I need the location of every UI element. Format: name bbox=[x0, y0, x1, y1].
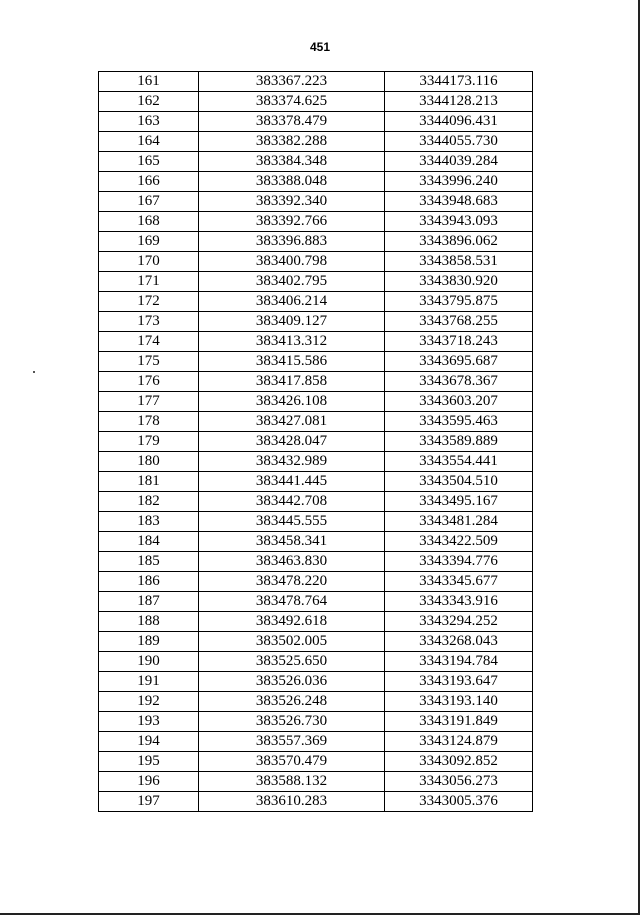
table-row bbox=[99, 772, 533, 792]
table-row bbox=[99, 412, 533, 432]
table-row bbox=[99, 172, 533, 192]
point-number-cell: 180 bbox=[99, 452, 199, 472]
y-coordinate-cell: 3343422.509 bbox=[385, 532, 533, 552]
point-number-cell: 186 bbox=[99, 572, 199, 592]
y-coordinate-cell: 3343554.441 bbox=[385, 452, 533, 472]
x-coordinate-cell: 383392.766 bbox=[199, 212, 385, 232]
x-coordinate-cell: 383413.312 bbox=[199, 332, 385, 352]
point-number-cell: 187 bbox=[99, 592, 199, 612]
table-row bbox=[99, 592, 533, 612]
table-row bbox=[99, 752, 533, 772]
y-coordinate-cell: 3343191.849 bbox=[385, 712, 533, 732]
y-coordinate-cell: 3344128.213 bbox=[385, 92, 533, 112]
table-row bbox=[99, 452, 533, 472]
y-coordinate-cell: 3343943.093 bbox=[385, 212, 533, 232]
y-coordinate-cell: 3343768.255 bbox=[385, 312, 533, 332]
y-coordinate-cell: 3344173.116 bbox=[385, 72, 533, 92]
y-coordinate-cell: 3343268.043 bbox=[385, 632, 533, 652]
x-coordinate-cell: 383409.127 bbox=[199, 312, 385, 332]
table-row bbox=[99, 472, 533, 492]
y-coordinate-cell: 3343896.062 bbox=[385, 232, 533, 252]
point-number-cell: 190 bbox=[99, 652, 199, 672]
y-coordinate-cell: 3343718.243 bbox=[385, 332, 533, 352]
point-number-cell: 174 bbox=[99, 332, 199, 352]
x-coordinate-cell: 383458.341 bbox=[199, 532, 385, 552]
y-coordinate-cell: 3343481.284 bbox=[385, 512, 533, 532]
point-number-cell: 168 bbox=[99, 212, 199, 232]
table-row bbox=[99, 552, 533, 572]
point-number-cell: 181 bbox=[99, 472, 199, 492]
x-coordinate-cell: 383400.798 bbox=[199, 252, 385, 272]
point-number-cell: 170 bbox=[99, 252, 199, 272]
x-coordinate-cell: 383374.625 bbox=[199, 92, 385, 112]
point-number-cell: 169 bbox=[99, 232, 199, 252]
table-row bbox=[99, 232, 533, 252]
x-coordinate-cell: 383378.479 bbox=[199, 112, 385, 132]
table-row bbox=[99, 632, 533, 652]
y-coordinate-cell: 3343092.852 bbox=[385, 752, 533, 772]
point-number-cell: 175 bbox=[99, 352, 199, 372]
y-coordinate-cell: 3343056.273 bbox=[385, 772, 533, 792]
table-row bbox=[99, 792, 533, 812]
table-row bbox=[99, 132, 533, 152]
table-row bbox=[99, 92, 533, 112]
table-row bbox=[99, 712, 533, 732]
x-coordinate-cell: 383445.555 bbox=[199, 512, 385, 532]
point-number-cell: 179 bbox=[99, 432, 199, 452]
point-number-cell: 172 bbox=[99, 292, 199, 312]
x-coordinate-cell: 383557.369 bbox=[199, 732, 385, 752]
x-coordinate-cell: 383525.650 bbox=[199, 652, 385, 672]
point-number-cell: 166 bbox=[99, 172, 199, 192]
x-coordinate-cell: 383502.005 bbox=[199, 632, 385, 652]
point-number-cell: 195 bbox=[99, 752, 199, 772]
table-row bbox=[99, 532, 533, 552]
coordinates-table bbox=[98, 71, 533, 812]
table-row bbox=[99, 272, 533, 292]
coordinates-table-body bbox=[99, 72, 533, 812]
table-row bbox=[99, 432, 533, 452]
point-number-cell: 167 bbox=[99, 192, 199, 212]
scan-speck bbox=[33, 371, 35, 373]
x-coordinate-cell: 383415.586 bbox=[199, 352, 385, 372]
x-coordinate-cell: 383382.288 bbox=[199, 132, 385, 152]
x-coordinate-cell: 383478.220 bbox=[199, 572, 385, 592]
y-coordinate-cell: 3344096.431 bbox=[385, 112, 533, 132]
x-coordinate-cell: 383492.618 bbox=[199, 612, 385, 632]
table-row bbox=[99, 112, 533, 132]
y-coordinate-cell: 3343695.687 bbox=[385, 352, 533, 372]
x-coordinate-cell: 383526.248 bbox=[199, 692, 385, 712]
y-coordinate-cell: 3343495.167 bbox=[385, 492, 533, 512]
x-coordinate-cell: 383427.081 bbox=[199, 412, 385, 432]
x-coordinate-cell: 383442.708 bbox=[199, 492, 385, 512]
y-coordinate-cell: 3343504.510 bbox=[385, 472, 533, 492]
table-row bbox=[99, 672, 533, 692]
point-number-cell: 171 bbox=[99, 272, 199, 292]
y-coordinate-cell: 3343193.647 bbox=[385, 672, 533, 692]
point-number-cell: 194 bbox=[99, 732, 199, 752]
y-coordinate-cell: 3343194.784 bbox=[385, 652, 533, 672]
x-coordinate-cell: 383428.047 bbox=[199, 432, 385, 452]
table-row bbox=[99, 512, 533, 532]
x-coordinate-cell: 383396.883 bbox=[199, 232, 385, 252]
point-number-cell: 197 bbox=[99, 792, 199, 812]
table-row bbox=[99, 352, 533, 372]
y-coordinate-cell: 3343294.252 bbox=[385, 612, 533, 632]
y-coordinate-cell: 3343996.240 bbox=[385, 172, 533, 192]
y-coordinate-cell: 3343343.916 bbox=[385, 592, 533, 612]
point-number-cell: 184 bbox=[99, 532, 199, 552]
x-coordinate-cell: 383463.830 bbox=[199, 552, 385, 572]
y-coordinate-cell: 3344039.284 bbox=[385, 152, 533, 172]
table-row bbox=[99, 732, 533, 752]
table-row bbox=[99, 292, 533, 312]
page-number: 451 bbox=[309, 40, 331, 54]
point-number-cell: 191 bbox=[99, 672, 199, 692]
y-coordinate-cell: 3343193.140 bbox=[385, 692, 533, 712]
table-row bbox=[99, 492, 533, 512]
x-coordinate-cell: 383526.730 bbox=[199, 712, 385, 732]
table-row bbox=[99, 372, 533, 392]
y-coordinate-cell: 3344055.730 bbox=[385, 132, 533, 152]
point-number-cell: 161 bbox=[99, 72, 199, 92]
point-number-cell: 178 bbox=[99, 412, 199, 432]
table-row bbox=[99, 692, 533, 712]
y-coordinate-cell: 3343005.376 bbox=[385, 792, 533, 812]
table-row bbox=[99, 332, 533, 352]
x-coordinate-cell: 383570.479 bbox=[199, 752, 385, 772]
y-coordinate-cell: 3343394.776 bbox=[385, 552, 533, 572]
y-coordinate-cell: 3343948.683 bbox=[385, 192, 533, 212]
table-row bbox=[99, 572, 533, 592]
y-coordinate-cell: 3343345.677 bbox=[385, 572, 533, 592]
y-coordinate-cell: 3343678.367 bbox=[385, 372, 533, 392]
x-coordinate-cell: 383432.989 bbox=[199, 452, 385, 472]
table-row bbox=[99, 192, 533, 212]
y-coordinate-cell: 3343830.920 bbox=[385, 272, 533, 292]
table-row bbox=[99, 152, 533, 172]
table-row bbox=[99, 652, 533, 672]
y-coordinate-cell: 3343124.879 bbox=[385, 732, 533, 752]
table-row bbox=[99, 392, 533, 412]
x-coordinate-cell: 383441.445 bbox=[199, 472, 385, 492]
point-number-cell: 176 bbox=[99, 372, 199, 392]
point-number-cell: 183 bbox=[99, 512, 199, 532]
point-number-cell: 196 bbox=[99, 772, 199, 792]
x-coordinate-cell: 383392.340 bbox=[199, 192, 385, 212]
x-coordinate-cell: 383388.048 bbox=[199, 172, 385, 192]
y-coordinate-cell: 3343589.889 bbox=[385, 432, 533, 452]
table-row bbox=[99, 212, 533, 232]
y-coordinate-cell: 3343595.463 bbox=[385, 412, 533, 432]
point-number-cell: 173 bbox=[99, 312, 199, 332]
x-coordinate-cell: 383588.132 bbox=[199, 772, 385, 792]
x-coordinate-cell: 383610.283 bbox=[199, 792, 385, 812]
x-coordinate-cell: 383384.348 bbox=[199, 152, 385, 172]
y-coordinate-cell: 3343795.875 bbox=[385, 292, 533, 312]
point-number-cell: 162 bbox=[99, 92, 199, 112]
point-number-cell: 182 bbox=[99, 492, 199, 512]
x-coordinate-cell: 383417.858 bbox=[199, 372, 385, 392]
x-coordinate-cell: 383406.214 bbox=[199, 292, 385, 312]
x-coordinate-cell: 383402.795 bbox=[199, 272, 385, 292]
point-number-cell: 177 bbox=[99, 392, 199, 412]
table-row bbox=[99, 72, 533, 92]
x-coordinate-cell: 383526.036 bbox=[199, 672, 385, 692]
point-number-cell: 163 bbox=[99, 112, 199, 132]
point-number-cell: 165 bbox=[99, 152, 199, 172]
table-row bbox=[99, 252, 533, 272]
point-number-cell: 164 bbox=[99, 132, 199, 152]
x-coordinate-cell: 383426.108 bbox=[199, 392, 385, 412]
point-number-cell: 188 bbox=[99, 612, 199, 632]
table-row bbox=[99, 312, 533, 332]
point-number-cell: 189 bbox=[99, 632, 199, 652]
x-coordinate-cell: 383367.223 bbox=[199, 72, 385, 92]
point-number-cell: 192 bbox=[99, 692, 199, 712]
y-coordinate-cell: 3343603.207 bbox=[385, 392, 533, 412]
y-coordinate-cell: 3343858.531 bbox=[385, 252, 533, 272]
point-number-cell: 193 bbox=[99, 712, 199, 732]
table-row bbox=[99, 612, 533, 632]
point-number-cell: 185 bbox=[99, 552, 199, 572]
x-coordinate-cell: 383478.764 bbox=[199, 592, 385, 612]
